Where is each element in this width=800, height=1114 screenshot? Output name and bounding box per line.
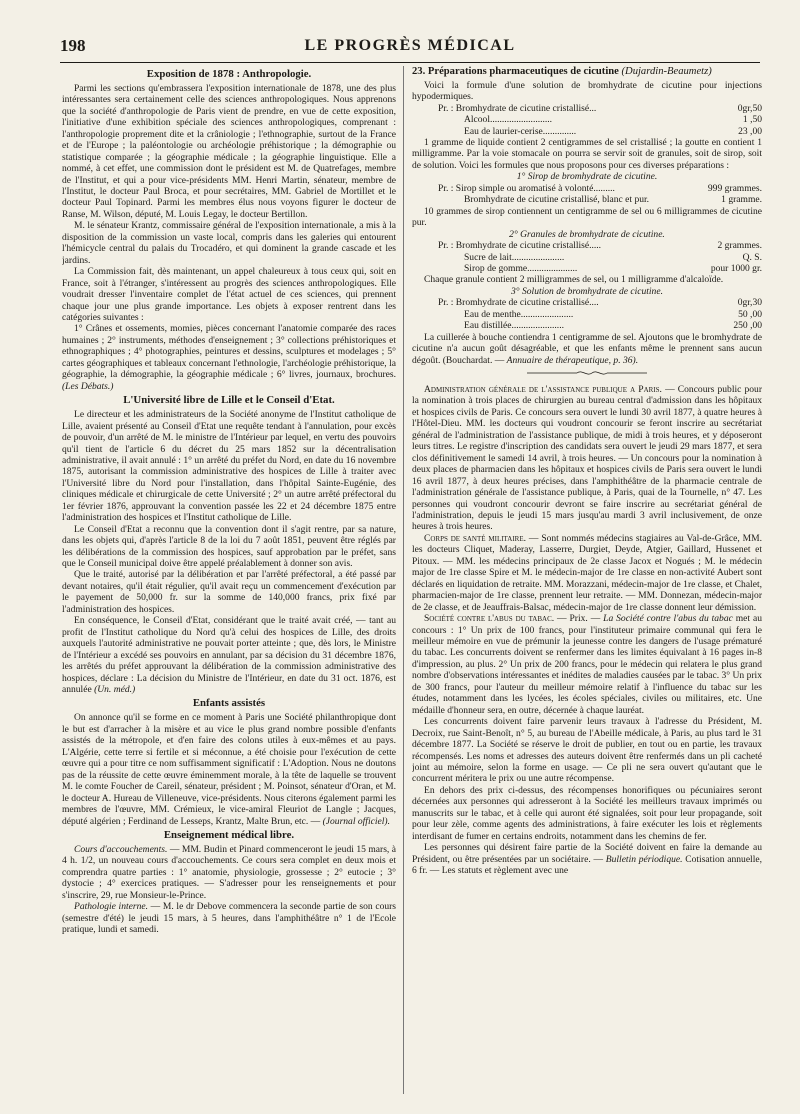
formula-value: 1 gramme. — [721, 194, 762, 206]
expo-paragraph-4 — [62, 323, 396, 392]
formula-value: 0gr,30 — [737, 297, 762, 309]
soc-paragraph-2: Les concurrents doivent faire parvenir leurs travaux à l'adresse du Président, M. Decroix, rue Saint-Benoît, n° 5, au bureau de l'Abeille médicale, à Paris, au plus tard le 31 décembre 1877. La Société se réserve le droit de publier, en tout ou en partie, les travaux récompensés. Les noms et adresses des auteurs doivent être renfermés dans un pli cacheté joint au mémoire, selon la forme en usage. — Ce pli ne sera ouvert qu'autant que le concurrent méritera le prix ou une autre récompense. — [412, 716, 762, 785]
soc-name: La Société contre l'abus du tabac — [603, 613, 733, 625]
ornament-icon — [527, 369, 647, 377]
soc-prix: — Prix. — — [557, 613, 601, 625]
formula-value: 50 ,00 — [738, 308, 762, 320]
ens-paragraph-2-text: — M. le dr Debove commencera la seconde partie de son cours (semestre d'été) le jeudi 15 mars, à 5 heures, dans l'amphithéâtre n° 1 de l'Ecole pratique, lundi et samedi. — [62, 901, 396, 936]
soc-text-4: Les personnes qui désirent faire partie de la Société doivent en faire la demande au Président, ou être présentées par un sociétaire. — — [412, 842, 762, 865]
granules-heading: 2° Granules de bromhydrate de cicutine. — [509, 228, 665, 240]
ens-heading: Enseignement médical libre. — [163, 828, 295, 841]
soc-paragraph-3: En dehors des prix ci-dessus, des récompenses honorifiques ou pécuniaires seront décernées aux personnes qui adresseront à la Société les meilleurs travaux imprimés ou manuscrits sur le tabac, et à celle qui auront été signalées, soit pour leur propagande, soit pour leur zèle, comme agents des administrations, à faire exécuter les lois et règlements interdisant de fumer en certains endroits, notamment dans les chemins de fer. — [412, 784, 762, 842]
formula-row — [438, 297, 762, 308]
formula-value: pour 1000 gr. — [710, 262, 762, 274]
sirop-paragraph: 10 grammes de sirop contiennent un centigramme de sel ou 6 milligrammes de cicutine pur. — [412, 205, 762, 229]
solution-paragraph — [412, 332, 762, 366]
soc-paragraph-4 — [412, 842, 762, 876]
sirop-heading: 1° Sirop de bromhydrate de cicutine. — [516, 171, 658, 183]
enf-paragraph — [62, 712, 396, 827]
formula-row — [438, 126, 762, 137]
formula-label: Bromhydrate de cicutine cristallisé, blanc et pur. — [464, 194, 650, 206]
formula-value: 1 ,50 — [742, 114, 762, 126]
formula-value: 999 grammes. — [707, 182, 762, 194]
univ-paragraph-2: Le Conseil d'Etat a reconnu que la convention dont il s'agit rentre, par sa nature, dans les objets qui, d'après l'article 8 de la loi du 7 août 1851, peuvent être réglés par les délibérations de la commission des hospices, sauf approbation par le préfet, sans que le Conseil municipal doive être appelé préalablement à donner son avis. — [62, 523, 396, 570]
formula-value: 2 grammes. — [717, 240, 762, 252]
formula-label: Eau de laurier-cerise.............. — [464, 125, 577, 137]
right-column — [412, 66, 762, 1094]
univ-paragraph-4 — [62, 615, 396, 695]
solution-heading: 3° Solution de bromhydrate de cicutine. — [511, 285, 663, 297]
formula-label: Eau distillée...................... — [464, 320, 564, 332]
formula-row — [438, 240, 762, 251]
soc-text-1: met au concours : 1° Un prix de 100 francs, pour l'instituteur primaire communal qui fera le meilleur mémoire en vue de prémunir la jeunesse contre les dangers de l'usage prématuré du tabac. Les concurrents doivent se renfermer dans les limites équivalant à 16 pages in-8 d'impression, au plus. 2° Un prix de 200 francs, pour le médecin qui relatera le plus grand nombre d'observations intéressantes et inédites de maladies causées par le tabac. 3° Un prix de 300 francs, pour l'auteur du meilleur mémoire relatif à l'influence du tabac sur les études, notamment dans les lycées, les écoles spéciales, civiles ou militaires, etc. Une médaille d'honneur sera, en outre, décernée à chaque lauréat. — [412, 613, 762, 716]
column-divider — [403, 66, 404, 1094]
prep-heading — [412, 66, 762, 79]
formula-value: 0gr,50 — [737, 102, 762, 114]
formula-4 — [412, 297, 762, 331]
formula-row — [438, 194, 762, 205]
solution-paragraph-text: La cuillerée à bouche contiendra 1 centigramme de sel. Ajoutons que le bromhydrate de cicutine n'a aucun goût désagréable, et que les enfants même le prennent sans aucun dégoût. (Bouchardat. — — [412, 331, 762, 366]
formula-label: Alcool.......................... — [464, 114, 553, 126]
formula-label: Sirop de gomme..................... — [464, 262, 578, 274]
univ-paragraph-3: Que le traité, autorisé par la délibération et par l'arrêté préfectoral, a été passé par devant notaires, qu'il était régulier, qu'il avait reçu un commencement d'exécution par le payement de 50,000 fr. sur la somme de 140,000 francs, prix fixé par l'administration des hospices. — [62, 569, 396, 615]
univ-heading: L'Université libre de Lille et le Conseil d'Etat. — [123, 394, 335, 407]
ens-paragraph-1 — [62, 844, 396, 901]
prep-paragraph-2: 1 gramme de liquide contient 2 centigrammes de sel cristallisé ; la goutte en contient 1 milligramme. Par la voie stomacale on pourra se servir soit de granules, soit de sirop, soit de solution. Voici les formules que nous proposons pour ces diverses préparations : — [412, 136, 762, 171]
ens-paragraph-1-text: — MM. Budin et Pinard commenceront le jeudi 15 mars, à 4 h. 1/2, un nouveau cours d'accouchements. Ce cours sera complet en deux mois et comprendra quatre parties : 1° anatomie, physiologie, grossesse ; 2° eutocie ; 3° dystocie ; 4° exercices pratiques. — S'adresser pour les renseignements et pour s'inscrire, 29, rue Monsieur-le-Prince. — [62, 843, 396, 901]
page-header — [60, 34, 760, 63]
univ-paragraph-4-text: En conséquence, le Conseil d'Etat, considérant que le traité avait créé, — tant au profit de l'Institut catholique du Nord qu'à celui des hospices de Lille, des droits auxquels l'autorité administrative ne pouvait porter atteinte ; que, dès lors, le Ministre de l'Intérieur a excédé ses pouvoirs en annulant, par sa décision du 31 décembre 1876, les arrêtés du préfet approuvant la délibération de la commission administrative des hospices, déclare : La décision du Ministre de l'Intérieur, en date du 31 oct. 1876, est annulée — [62, 615, 396, 696]
soc-text-4b: Cotisation annuelle, 6 fr. — Les statuts et règlement avec une — [412, 853, 762, 877]
corps-text: — Sont nommés médecins stagiaires au Val-de-Grâce, MM. les docteurs Cliquet, Maderay, Lasserre, Durgiet, Deyde, Atgier, Gaillard, Hussenet et Pitoux. — MM. les médecins principaux de 2e classe Jacox et Nogués ; M. le médecin major de 1re classe Spire et M. le médecin-major de 1re classe en non-activité Aubert sont déclarés en liquidation de retraite. MM. Morazzani, médecin-major de 1re classe, et Chalet, pharmacien-major de 1re classe, prennent leur retraite. — MM. Donnezan, médecin-major de 2e classe, et de Jeauffrais-Balsac, médecin-major de 1re classe donnent leur démission. — [412, 532, 762, 613]
formula-row — [438, 114, 762, 125]
expo-paragraph-3: La Commission fait, dès maintenant, un appel chaleureux à tous ceux qui, soit en France, soit à l'étranger, s'intéressent au progrès des sciences anthropologiques. Elle voudrait dresser l'inventaire complet de l'état actuel de ces sciences, qui prennent chaque jour une plus grande importance. Les objets à exposer rentrent dans les catégories suivantes : — [62, 266, 396, 324]
adm-label: Administration générale de l'assistance publique a Paris. — [424, 384, 662, 396]
page-number: 198 — [60, 36, 86, 55]
corps-label: Corps de santé militaire. — [424, 532, 526, 544]
soc-label: Société contre l'abus du tabac. — [424, 613, 555, 625]
adm-paragraph — [412, 384, 762, 533]
journal-title: LE PROGRÈS MÉDICAL — [304, 37, 516, 54]
expo-paragraph-1: Parmi les sections qu'embrassera l'exposition internationale de 1878, une des plus intéressantes sera certainement celle des sciences anthropologiques. Nous apprenons que la société d'anthropologie de Paris vient de prendre, en vue de cette exposition, l'initiative d'une exhibition spéciale des sciences anthropologiques, comprenant : l'anthropologie proprement dite et la crâniologie ; l'ethnographie, surtout de la France et de l'Europe ; la paléontologie ou archéologie préhistorique ; la démographie ou statistique comparée ; la géographie médicale ; la géographie linguistique. Elle a nommé, à cet effet, une commission dont le président est M. de Quatrefages, membre de l'Institut, et qui a pour vice-présidents MM. Henri Martin, sénateur, membre de l'Institut, le docteur Paul Broca, et pour secrétaires, MM. Gabriel de Mortillet et le docteur Paul Topinard. Parmi les membres élus nous voyons figurer le docteur de Ranse, M. Wilson, député, M. Louis Legay, le docteur Bertillon. — [62, 82, 396, 220]
formula-value: 250 ,00 — [733, 320, 762, 332]
formula-3 — [412, 240, 762, 274]
formula-label: Pr. : Sirop simple ou aromatisé à volonté......... — [438, 182, 615, 194]
univ-paragraph-1: Le directeur et les administrateurs de la Société anonyme de l'Institut catholique de Lille, avaient présenté au Conseil d'Etat une requête tendant à l'annulation, pour excès de pouvoir, d'un arrêté de M. le ministre de l'Intérieur par lequel, en vertu des pouvoirs qu'il tient de l'article 6 du décret du 25 mars 1852 sur la décentralisation administrative, il avait annulé : 1° un arrêté du préfet du Nord, en date du 16 novembre 1875, autorisant la commission administrative des hospices de Lille à traiter avec l'Université libre du Nord pour l'installation, dans l'hôpital Sainte-Eugénie, des cliniques médicale et chirurgicale de cette Université ; 2° un autre arrêté préfectoral du 1er février 1876, approuvant la convention passée les 22 et 24 décembre 1875 entre l'administration des hospices et l'Institut catholique de Lille. — [62, 409, 396, 524]
formula-label: Pr. : Bromhydrate de cicutine cristallisé..... — [438, 240, 602, 252]
formula-value: 23 ,00 — [738, 125, 762, 137]
enf-source: (Journal officiel). — [322, 815, 390, 827]
enf-paragraph-text: On annonce qu'il se forme en ce moment à Paris une Société philanthropique dont le but est d'arracher à la misère et au vice le plus grand nombre possible d'enfants assistés de la métropole, et d'en faire des colons utiles à eux-mêmes et au pays. L'Algérie, cette terre si fertile et si méconnue, a été choisie pour l'exécution de cette œuvre qui a pour titre ce nom suffisamment significatif : L'Adoption. Nous ne doutons pas de la réussite de cette œuvre éminemment morale, à la tête de laquelle se trouvent M. le comte Foucher de Careil, sénateur, président ; M. Poinsot, sénateur d'Oran, et M. le docteur A. Hureau de Villeneuve, vice-présidents. Nous citerons également parmi les membres de l'œuvre, MM. Crémieux, le vice-amiral Fleuriot de Langle ; Jacques, député algérien ; Ferdinand de Lesseps, Krantz, Malte Brun, etc. — — [62, 712, 396, 827]
formula-row — [438, 309, 762, 320]
enf-heading: Enfants assistés — [192, 697, 266, 710]
formula-row — [438, 103, 762, 114]
ens-label-2: Pathologie interne. — [74, 901, 148, 913]
soc-bulletin: Bulletin périodique. — [605, 853, 683, 865]
formula-label: Sucre de lait...................... — [464, 251, 565, 263]
ens-paragraph-2 — [62, 901, 396, 935]
expo-paragraph-2: M. le sénateur Krantz, commissaire général de l'exposition internationale, a mis à la disposition de la commission un vaste local, compris dans les galeries qui entourent l'hémicycle central du palais du Trocadéro, et qui dominent la grande cascade et les jardins. — [62, 220, 396, 266]
ens-label-1: Cours d'accouchements. — [74, 843, 168, 855]
solution-source: Annuaire de thérapeutique, p. 36). — [506, 354, 639, 366]
ornament-divider — [412, 369, 762, 381]
formula-label: Eau de menthe...................... — [464, 308, 574, 320]
prep-heading-source: (Dujardin-Beaumetz) — [621, 66, 712, 77]
formula-1 — [412, 103, 762, 137]
univ-source: (Un. méd.) — [94, 684, 136, 696]
formula-row — [438, 263, 762, 274]
prep-heading-text: 23. Préparations pharmaceutiques de cicutine — [412, 66, 619, 77]
soc-paragraph-1 — [412, 613, 762, 716]
expo-paragraph-4-text: 1° Crânes et ossements, momies, pièces concernant l'anatomie comparée des races humaines ; 2° instruments, méthodes d'enseignement ; 3° collections préhistoriques et ethnographiques ; 4° photographies, peintures et dessins, sculptures et modelages ; 5° cartes géographiques et tableaux concernant l'ethnologie, l'archéologie préhistorique, la géographie, la démographie, la géographie médicale ; 6° livres, journaux, brochures. — [62, 323, 396, 381]
expo-source: (Les Débats.) — [62, 380, 114, 392]
formula-row — [438, 183, 762, 194]
expo-heading: Exposition de 1878 : Anthropologie. — [146, 68, 312, 80]
formula-label: Pr. : Bromhydrate de cicutine cristallisé... — [438, 102, 597, 114]
adm-text: — Concours public pour la nomination à trois places de chirurgien au bureau central d'admission dans les hôpitaux et hospices civils de Paris. Ce concours sera ouvert le lundi 30 avril 1877, à quatre heures à l'Hôtel-Dieu. MM. les docteurs qui voudront concourir se feront inscrire au secrétariat général de l'administration de l'assistance publique, de midi à trois heures, et y déposeront leurs titres. Le registre d'inscription des candidats sera ouvert le jeudi 29 mars 1877, et sera clos définitivement le samedi 14 avril, à trois heures. — Un concours pour la nomination à deux places de pharmacien dans les hôpitaux et hospices civils de Paris sera ouvert le lundi 16 avril 1877, à deux heures précises, dans l'amphithéâtre de la pharmacie centrale de l'administration générale de l'assistance publique, à Paris, quai de la Tournelle, n° 47. Les personnes qui voudront concourir devront se faire inscrire au secrétariat général de l'administration, depuis le jeudi 15 mars jusqu'au mardi 3 avril inclusivement, de onze heures à trois heures. — [412, 384, 762, 533]
formula-2 — [412, 183, 762, 206]
prep-intro: Voici la formule d'une solution de bromhydrate de cicutine pour injections hypodermiques. — [412, 79, 762, 103]
formula-row — [438, 320, 762, 331]
formula-label: Pr. : Bromhydrate de cicutine cristallisé.... — [438, 297, 599, 309]
left-column — [62, 66, 396, 1094]
formula-row — [438, 252, 762, 263]
formula-value: Q. S. — [742, 251, 762, 263]
granules-paragraph: Chaque granule contient 2 milligrammes de sel, ou 1 milligramme d'alcaloïde. — [424, 274, 724, 286]
corps-paragraph — [412, 533, 762, 613]
